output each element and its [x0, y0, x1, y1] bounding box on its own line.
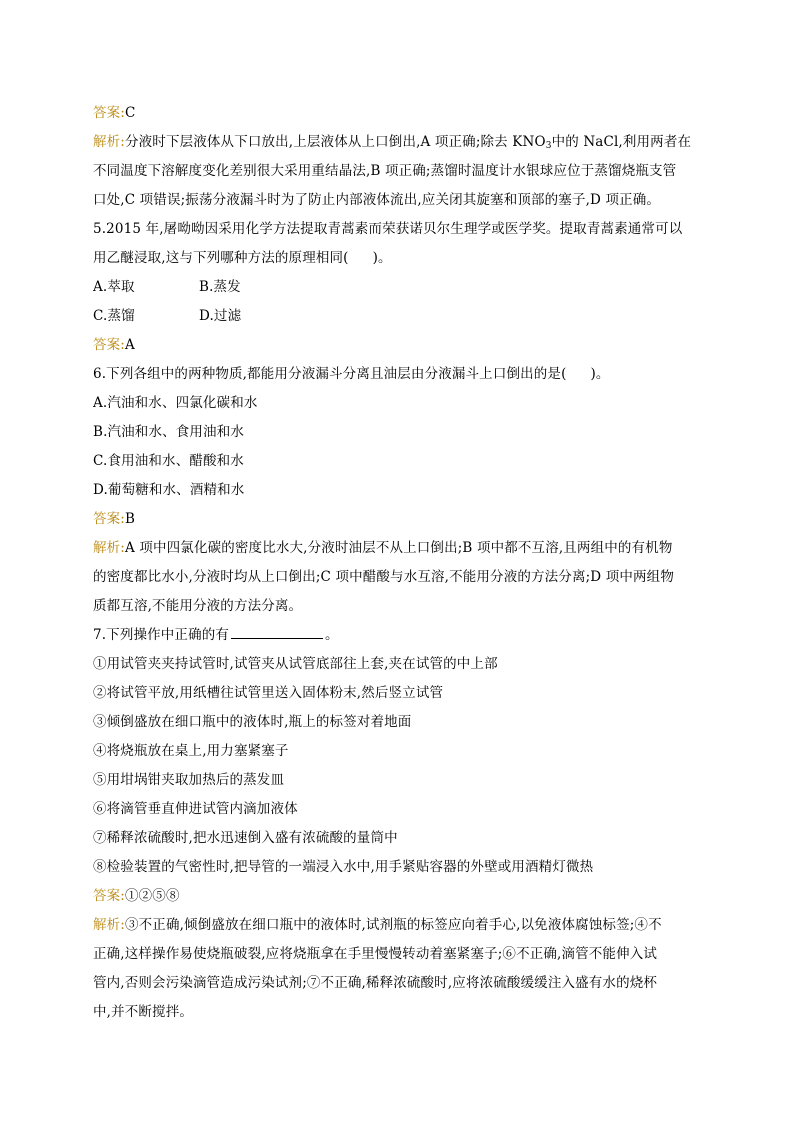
analysis-line: 质都互溶,不能用分液的方法分离。 — [93, 598, 303, 614]
answer-line — [93, 505, 705, 534]
answer-value: A — [125, 337, 135, 353]
option-c: C.蒸馏 — [93, 308, 135, 324]
question-stem: 5.2015 年,屠呦呦因采用化学方法提取青蒿素而荣获诺贝尔生理学或医学奖。提取青蒿素通常可以 — [93, 221, 683, 237]
option-b: B.汽油和水、食用油和水 — [93, 424, 245, 440]
analysis-line: 解析:A 项中四氯化碳的密度比水大,分液时油层不从上口倒出;B 项中都不互溶,且两组中的有机物 — [93, 540, 673, 556]
list-item: ②将试管平放,用纸槽往试管里送入固体粉末,然后竖立试管 — [93, 685, 444, 701]
answer-line — [93, 331, 705, 360]
answer-value: B — [125, 511, 136, 527]
option-row — [93, 273, 705, 302]
option-d: D.葡萄糖和水、酒精和水 — [93, 482, 245, 498]
answer-blank — [231, 637, 323, 639]
answer-label: 答案: — [93, 511, 125, 527]
option-d: D.过滤 — [199, 308, 242, 324]
analysis-line: 管内,否则会污染滴管造成污染试剂;⑦不正确,稀释浓硫酸时,应将浓硫酸缓缓注入盛有水的烧杯 — [93, 975, 658, 991]
option-a: A.汽油和水、四氯化碳和水 — [93, 395, 258, 411]
question-stem: 6.下列各组中的两种物质,都能用分液漏斗分离且油层由分液漏斗上口倒出的是( )。 — [93, 366, 610, 382]
analysis-line: 中,并不断搅拌。 — [93, 1004, 193, 1020]
answer-label: 答案: — [93, 888, 125, 904]
list-item: ⑤用坩埚钳夹取加热后的蒸发皿 — [93, 772, 285, 788]
list-item: ⑦稀释浓硫酸时,把水迅速倒入盛有浓硫酸的量筒中 — [93, 830, 398, 846]
option-b: B.蒸发 — [199, 279, 241, 295]
analysis-label: 解析: — [93, 540, 125, 556]
analysis-label: 解析: — [93, 917, 125, 933]
analysis-line: 的密度都比水小,分液时均从上口倒出;C 项中醋酸与水互溶,不能用分液的方法分离;D 项中两组物 — [93, 569, 674, 585]
list-item: ①用试管夹夹持试管时,试管夹从试管底部往上套,夹在试管的中上部 — [93, 656, 498, 672]
list-item: ⑧检验装置的气密性时,把导管的一端浸入水中,用手紧贴容器的外壁或用酒精灯微热 — [93, 859, 594, 875]
answer-label: 答案: — [93, 105, 125, 121]
answer-line — [93, 99, 705, 128]
question-stem: 用乙醚浸取,这与下列哪种方法的原理相同( )。 — [93, 250, 392, 266]
question-stem: 7.下列操作中正确的有 。 — [93, 627, 339, 643]
option-c: C.食用油和水、醋酸和水 — [93, 453, 244, 469]
document-page — [93, 99, 705, 1027]
analysis-line: 解析:③不正确,倾倒盛放在细口瓶中的液体时,试剂瓶的标签应向着手心,以免液体腐蚀标签;④不 — [93, 917, 662, 933]
analysis-label: 解析: — [93, 134, 125, 150]
analysis-line: 正确,这样操作易使烧瓶破裂,应将烧瓶拿在手里慢慢转动着塞紧塞子;⑥不正确,滴管不能伸入试 — [93, 946, 658, 962]
analysis-line: 不同温度下溶解度变化差别很大采用重结晶法,B 项正确;蒸馏时温度计水银球应位于蒸馏烧瓶支管 — [93, 163, 677, 179]
list-item: ④将烧瓶放在桌上,用力塞紧塞子 — [93, 743, 289, 759]
analysis-line: 口处,C 项错误;振荡分液漏斗时为了防止内部液体流出,应关闭其旋塞和顶部的塞子,D 项正确。 — [93, 192, 661, 208]
list-item: ③倾倒盛放在细口瓶中的液体时,瓶上的标签对着地面 — [93, 714, 412, 730]
list-item: ⑥将滴管垂直伸进试管内滴加液体 — [93, 801, 298, 817]
answer-line — [93, 882, 705, 911]
answer-label: 答案: — [93, 337, 125, 353]
option-a: A.萃取 — [93, 279, 135, 295]
answer-value: ①②⑤⑧ — [125, 888, 180, 904]
option-row — [93, 302, 705, 331]
analysis-line: 解析:分液时下层液体从下口放出,上层液体从上口倒出,A 项正确;除去 $KNO_3$中的 NaCl,利用两者在 — [93, 134, 692, 151]
answer-value: C — [125, 105, 136, 121]
